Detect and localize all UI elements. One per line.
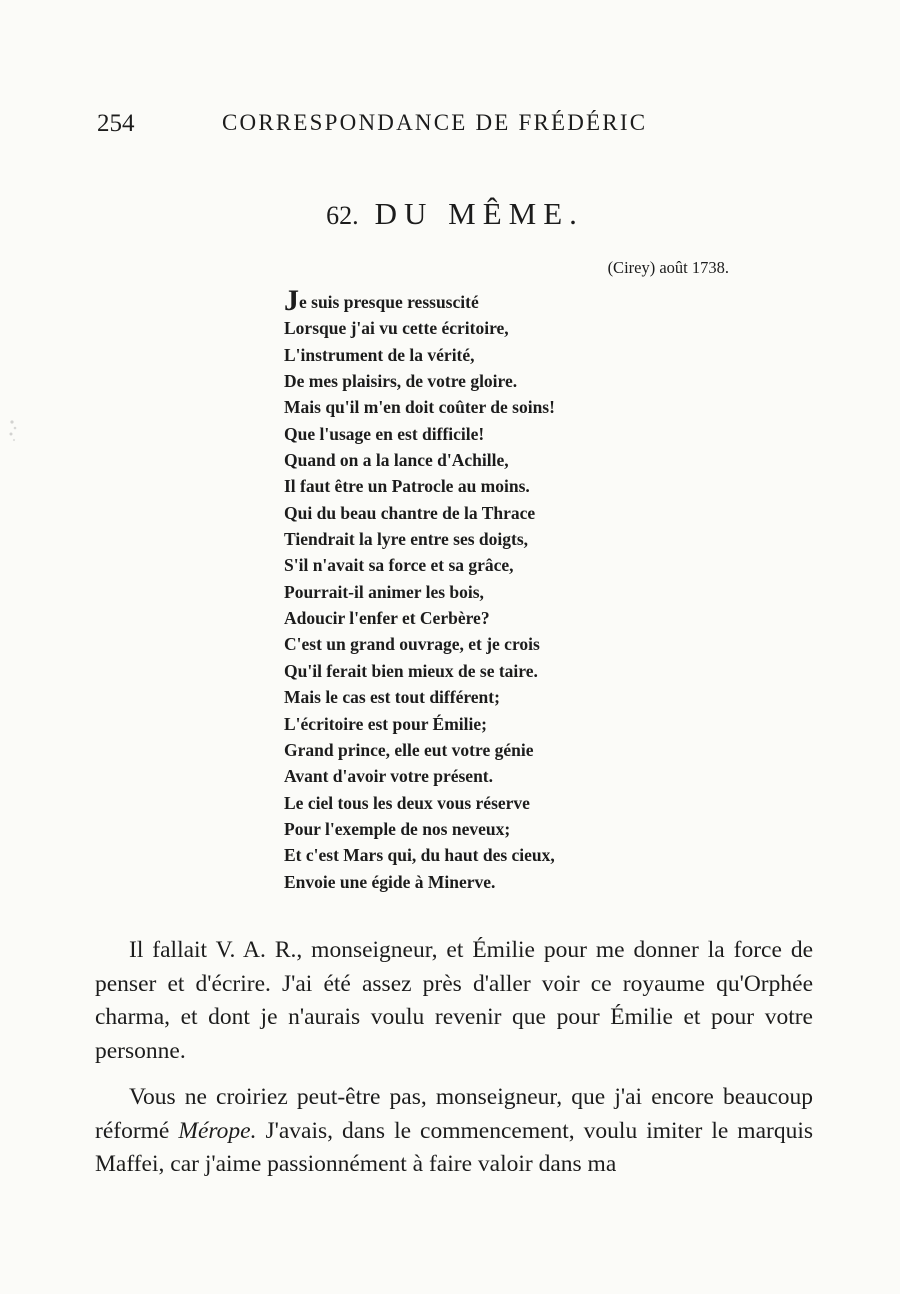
poem-line: Tiendrait la lyre entre ses doigts, [284,529,529,550]
poem-line: S'il n'avait sa force et sa grâce, [284,555,514,576]
paragraph: Il fallait V. A. R., monseigneur, et Émilie pour me donner la force de penser et d'écrire. J'ai été assez près d'aller voir ce royaume qu'Orphée charma, et dont je n'aurais voulu revenir que pour Émilie et pour votre personne. [95,937,813,1065]
letter-number: 62. [326,201,359,230]
poem-line: L'instrument de la vérité, [284,344,475,365]
poem-line: Avant d'avoir votre présent. [284,766,494,787]
poem-line: Qui du beau chantre de la Thrace [284,502,536,523]
paragraph: Vous ne croiriez peut-être pas, monseigneur, que j'ai encore beaucoup réformé Mérope. J'avais, dans le commencement, voulu imiter le marquis Maffei, car j'aime passionnément à faire valoir dans ma [95,1083,813,1178]
running-title: CORRESPONDANCE DE FRÉDÉRIC [222,110,648,135]
poem-line: C'est un grand ouvrage, et je crois [284,634,540,655]
poem-line: Pour l'exemple de nos neveux; [284,818,511,839]
poem-line: Mais qu'il m'en doit coûter de soins! [284,397,555,418]
poem-line: Il faut être un Patrocle au moins. [284,476,530,497]
poem-line: Qu'il ferait bien mieux de se taire. [284,660,538,681]
page-number: 254 [97,110,135,137]
poem-line: Mais le cas est tout différent; [284,687,500,708]
prose-body [95,934,813,1194]
poem-line: Que l'usage en est difficile! [284,423,485,444]
poem-line: Quand on a la lance d'Achille, [284,450,509,471]
running-header [97,108,687,140]
poem-line: De mes plaisirs, de votre gloire. [284,371,518,392]
poem-line: Et c'est Mars qui, du haut des cieux, [284,845,555,866]
poem-line: Adoucir l'enfer et Cerbère? [284,608,490,629]
paper-blemish [6,416,20,446]
poem-line: Je suis presque ressuscité [284,284,479,317]
poem [284,284,555,895]
letter-title: DU MÊME. [374,196,584,231]
drop-cap: J [284,284,299,317]
dateline: (Cirey) août 1738. [607,258,729,277]
poem-line: Pourrait-il animer les bois, [284,581,484,602]
poem-line: Envoie une égide à Minerve. [284,871,496,892]
poem-line: L'écritoire est pour Émilie; [284,713,487,734]
letter-heading [0,196,900,232]
poem-line: Lorsque j'ai vu cette écritoire, [284,318,509,339]
italic-title: Mérope. [178,1117,257,1144]
poem-line: Le ciel tous les deux vous réserve [284,792,530,813]
poem-line: Grand prince, elle eut votre génie [284,739,534,760]
